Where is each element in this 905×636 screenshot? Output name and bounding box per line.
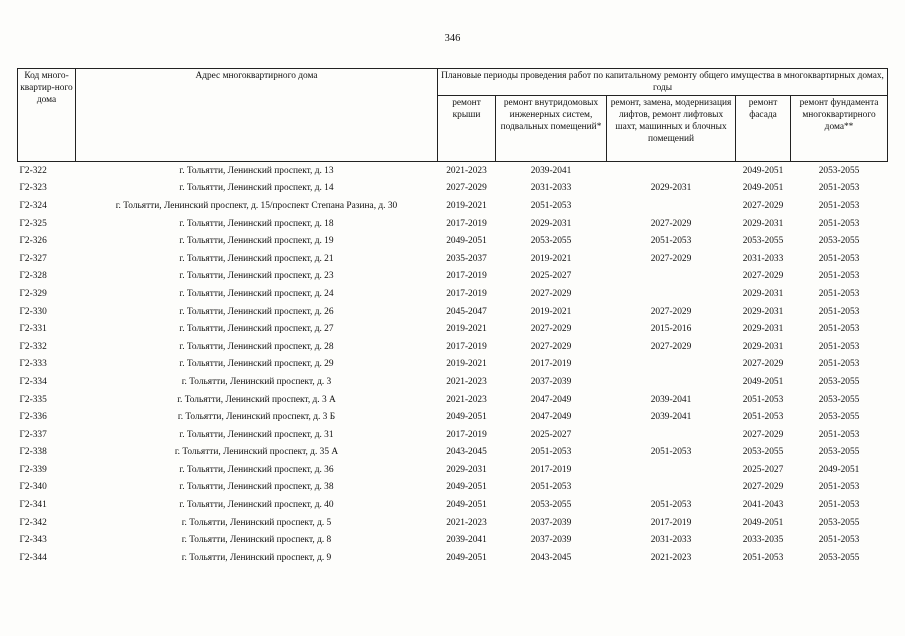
cell-code: Г2-343 [19, 535, 47, 546]
cell-foundation: 2053-2055 [818, 517, 860, 528]
cell-address: г. Тольятти, Ленинский проспект, д. 27 [179, 324, 334, 335]
cell-foundation: 2053-2055 [818, 412, 860, 423]
cell-code: Г2-326 [19, 236, 47, 247]
cell-address: г. Тольятти, Ленинский проспект, д. 36 [179, 464, 334, 475]
table-row [18, 549, 888, 567]
cell-facade: 2031-2033 [742, 253, 784, 264]
header-facade: ремонт фасада [736, 96, 791, 162]
cell-code: Г2-340 [19, 482, 47, 493]
cell-roof: 2017-2019 [446, 341, 487, 352]
cell-code: Г2-324 [19, 200, 47, 211]
cell-engineering: 2037-2039 [530, 535, 572, 546]
cell-facade: 2033-2035 [742, 535, 784, 546]
cell-engineering: 2037-2039 [530, 376, 572, 387]
header-elevators: ремонт, замена, модернизация лифтов, ремонт лифтовых шахт, машинных и блочных помещений [607, 96, 736, 162]
cell-foundation: 2053-2055 [818, 165, 860, 176]
table-row [18, 338, 888, 356]
table-row [18, 180, 888, 198]
cell-facade: 2051-2053 [742, 412, 784, 423]
cell-foundation: 2051-2053 [818, 535, 860, 546]
header-foundation: ремонт фундамента многоквартирного дома** [791, 96, 888, 162]
cell-engineering: 2019-2021 [530, 306, 572, 317]
cell-foundation: 2049-2051 [818, 464, 860, 475]
cell-facade: 2027-2029 [742, 359, 784, 370]
table-row [18, 496, 888, 514]
cell-roof: 2027-2029 [446, 183, 487, 194]
cell-facade: 2029-2031 [742, 306, 784, 317]
cell-elevators [607, 373, 736, 391]
cell-roof: 2049-2051 [446, 482, 487, 493]
table-row [18, 215, 888, 233]
cell-code: Г2-328 [19, 271, 47, 282]
table-row [18, 250, 888, 268]
cell-elevators: 2029-2031 [650, 183, 692, 194]
header-engineering: ремонт внутридомовых инженерных систем, подвальных помещений* [496, 96, 607, 162]
cell-foundation: 2051-2053 [818, 200, 860, 211]
cell-address: г. Тольятти, Ленинский проспект, д. 3 Б [177, 412, 336, 423]
cell-foundation: 2053-2055 [818, 447, 860, 458]
cell-code: Г2-325 [19, 218, 47, 229]
cell-foundation: 2051-2053 [818, 429, 860, 440]
page-number: 346 [444, 33, 461, 44]
cell-foundation: 2051-2053 [818, 482, 860, 493]
table-row [18, 232, 888, 250]
cell-elevators [607, 426, 736, 444]
cell-foundation: 2051-2053 [818, 324, 860, 335]
cell-elevators [607, 479, 736, 497]
cell-code: Г2-329 [19, 288, 47, 299]
table-row [18, 444, 888, 462]
cell-roof: 2035-2037 [446, 253, 487, 264]
table-row [18, 531, 888, 549]
cell-address: г. Тольятти, Ленинский проспект, д. 28 [179, 341, 334, 352]
cell-facade: 2027-2029 [742, 271, 784, 282]
cell-foundation: 2051-2053 [818, 500, 860, 511]
cell-elevators: 2015-2016 [650, 324, 692, 335]
cell-roof: 2049-2051 [446, 236, 487, 247]
cell-roof: 2049-2051 [446, 552, 487, 563]
cell-address: г. Тольятти, Ленинский проспект, д. 15/проспект Степана Разина, д. 30 [115, 200, 398, 211]
cell-roof: 2039-2041 [446, 535, 487, 546]
cell-code: Г2-335 [19, 394, 47, 405]
cell-facade: 2049-2051 [742, 165, 784, 176]
cell-elevators: 2017-2019 [650, 517, 692, 528]
cell-address: г. Тольятти, Ленинский проспект, д. 23 [179, 271, 334, 282]
cell-engineering: 2027-2029 [530, 341, 572, 352]
cell-foundation: 2053-2055 [818, 394, 860, 405]
cell-foundation: 2051-2053 [818, 183, 860, 194]
cell-elevators: 2039-2041 [650, 394, 692, 405]
cell-engineering: 2053-2055 [530, 500, 572, 511]
cell-elevators [607, 461, 736, 479]
table-row [18, 408, 888, 426]
cell-code: Г2-341 [19, 500, 47, 511]
cell-roof: 2021-2023 [446, 517, 487, 528]
cell-elevators: 2021-2023 [650, 552, 692, 563]
cell-roof: 2017-2019 [446, 429, 487, 440]
cell-address: г. Тольятти, Ленинский проспект, д. 9 [181, 552, 332, 563]
cell-facade: 2051-2053 [742, 394, 784, 405]
cell-engineering: 2051-2053 [530, 447, 572, 458]
table-row [18, 162, 888, 180]
cell-code: Г2-334 [19, 376, 47, 387]
cell-engineering: 2051-2053 [530, 200, 572, 211]
cell-elevators [607, 356, 736, 374]
table-row [18, 197, 888, 215]
cell-facade: 2027-2029 [742, 429, 784, 440]
cell-facade: 2051-2053 [742, 552, 784, 563]
table-row [18, 320, 888, 338]
cell-foundation: 2051-2053 [818, 253, 860, 264]
cell-address: г. Тольятти, Ленинский проспект, д. 8 [181, 535, 332, 546]
cell-address: г. Тольятти, Ленинский проспект, д. 5 [181, 517, 332, 528]
cell-code: Г2-338 [19, 447, 47, 458]
cell-facade: 2053-2055 [742, 236, 784, 247]
cell-foundation: 2053-2055 [818, 552, 860, 563]
cell-engineering: 2017-2019 [530, 464, 572, 475]
cell-foundation: 2051-2053 [818, 341, 860, 352]
cell-facade: 2025-2027 [742, 464, 784, 475]
table-row [18, 514, 888, 532]
cell-roof: 2019-2021 [446, 324, 487, 335]
cell-elevators: 2039-2041 [650, 412, 692, 423]
cell-facade: 2029-2031 [742, 288, 784, 299]
cell-facade: 2049-2051 [742, 376, 784, 387]
cell-foundation: 2051-2053 [818, 288, 860, 299]
cell-address: г. Тольятти, Ленинский проспект, д. 13 [179, 165, 334, 176]
cell-code: Г2-344 [19, 552, 47, 563]
cell-engineering: 2047-2049 [530, 412, 572, 423]
cell-elevators [607, 162, 736, 180]
cell-engineering: 2051-2053 [530, 482, 572, 493]
table-body [18, 162, 888, 567]
cell-roof: 2017-2019 [446, 288, 487, 299]
header-periods: Плановые периоды проведения работ по капитальному ремонту общего имущества в многоквартирных домах, годы [438, 69, 888, 96]
cell-code: Г2-327 [19, 253, 47, 264]
cell-facade: 2041-2043 [742, 500, 784, 511]
cell-engineering: 2017-2019 [530, 359, 572, 370]
cell-engineering: 2025-2027 [530, 429, 572, 440]
capital-repair-plan-table [17, 68, 888, 567]
cell-engineering: 2027-2029 [530, 324, 572, 335]
cell-address: г. Тольятти, Ленинский проспект, д. 24 [179, 288, 334, 299]
cell-facade: 2049-2051 [742, 183, 784, 194]
cell-engineering: 2025-2027 [530, 271, 572, 282]
cell-roof: 2045-2047 [446, 306, 487, 317]
cell-facade: 2029-2031 [742, 218, 784, 229]
cell-foundation: 2051-2053 [818, 271, 860, 282]
cell-address: г. Тольятти, Ленинский проспект, д. 18 [179, 218, 334, 229]
cell-address: г. Тольятти, Ленинский проспект, д. 3 А [177, 394, 336, 405]
cell-facade: 2027-2029 [742, 482, 784, 493]
table-row [18, 426, 888, 444]
cell-roof: 2021-2023 [446, 165, 487, 176]
cell-roof: 2019-2021 [446, 359, 487, 370]
cell-code: Г2-331 [19, 324, 47, 335]
cell-engineering: 2047-2049 [530, 394, 572, 405]
cell-roof: 2021-2023 [446, 394, 487, 405]
cell-roof: 2029-2031 [446, 464, 487, 475]
cell-engineering: 2027-2029 [530, 288, 572, 299]
cell-address: г. Тольятти, Ленинский проспект, д. 38 [179, 482, 334, 493]
cell-code: Г2-333 [19, 359, 47, 370]
cell-elevators [607, 197, 736, 215]
cell-roof: 2049-2051 [446, 412, 487, 423]
cell-code: Г2-337 [19, 429, 47, 440]
cell-address: г. Тольятти, Ленинский проспект, д. 19 [179, 236, 334, 247]
cell-facade: 2029-2031 [742, 324, 784, 335]
cell-address: г. Тольятти, Ленинский проспект, д. 14 [179, 183, 334, 194]
cell-elevators: 2051-2053 [650, 447, 692, 458]
cell-address: г. Тольятти, Ленинский проспект, д. 35 А [174, 447, 339, 458]
cell-facade: 2029-2031 [742, 341, 784, 352]
cell-engineering: 2031-2033 [530, 183, 572, 194]
cell-elevators [607, 285, 736, 303]
cell-engineering: 2053-2055 [530, 236, 572, 247]
cell-engineering: 2039-2041 [530, 165, 572, 176]
cell-address: г. Тольятти, Ленинский проспект, д. 29 [179, 359, 334, 370]
cell-roof: 2049-2051 [446, 500, 487, 511]
table-row [18, 285, 888, 303]
cell-elevators: 2031-2033 [650, 535, 692, 546]
cell-roof: 2017-2019 [446, 218, 487, 229]
cell-engineering: 2043-2045 [530, 552, 572, 563]
cell-engineering: 2037-2039 [530, 517, 572, 528]
header-code: Код много-квартир-ного дома [18, 69, 76, 162]
cell-foundation: 2053-2055 [818, 236, 860, 247]
cell-code: Г2-342 [19, 517, 47, 528]
cell-elevators: 2027-2029 [650, 341, 692, 352]
cell-code: Г2-323 [19, 183, 47, 194]
table-row [18, 391, 888, 409]
cell-code: Г2-332 [19, 341, 47, 352]
cell-elevators: 2027-2029 [650, 253, 692, 264]
cell-engineering: 2029-2031 [530, 218, 572, 229]
cell-code: Г2-330 [19, 306, 47, 317]
cell-facade: 2049-2051 [742, 517, 784, 528]
cell-elevators: 2051-2053 [650, 500, 692, 511]
header-roof: ремонт крыши [438, 96, 496, 162]
cell-elevators: 2051-2053 [650, 236, 692, 247]
cell-roof: 2019-2021 [446, 200, 487, 211]
cell-address: г. Тольятти, Ленинский проспект, д. 3 [181, 376, 332, 387]
cell-code: Г2-336 [19, 412, 47, 423]
cell-roof: 2021-2023 [446, 376, 487, 387]
cell-address: г. Тольятти, Ленинский проспект, д. 31 [179, 429, 334, 440]
cell-foundation: 2051-2053 [818, 359, 860, 370]
cell-address: г. Тольятти, Ленинский проспект, д. 40 [179, 500, 334, 511]
table-row [18, 479, 888, 497]
cell-address: г. Тольятти, Ленинский проспект, д. 21 [179, 253, 334, 264]
cell-facade: 2027-2029 [742, 200, 784, 211]
cell-foundation: 2051-2053 [818, 306, 860, 317]
table-row [18, 268, 888, 286]
cell-foundation: 2051-2053 [818, 218, 860, 229]
cell-code: Г2-339 [19, 464, 47, 475]
table-row [18, 461, 888, 479]
cell-elevators: 2027-2029 [650, 306, 692, 317]
cell-foundation: 2053-2055 [818, 376, 860, 387]
cell-roof: 2017-2019 [446, 271, 487, 282]
table-row [18, 356, 888, 374]
cell-elevators [607, 268, 736, 286]
cell-address: г. Тольятти, Ленинский проспект, д. 26 [179, 306, 334, 317]
cell-engineering: 2019-2021 [530, 253, 572, 264]
cell-code: Г2-322 [19, 165, 47, 176]
table-row [18, 303, 888, 321]
cell-elevators: 2027-2029 [650, 218, 692, 229]
table-row [18, 373, 888, 391]
cell-facade: 2053-2055 [742, 447, 784, 458]
cell-roof: 2043-2045 [446, 447, 487, 458]
header-address: Адрес многоквартирного дома [76, 69, 438, 162]
